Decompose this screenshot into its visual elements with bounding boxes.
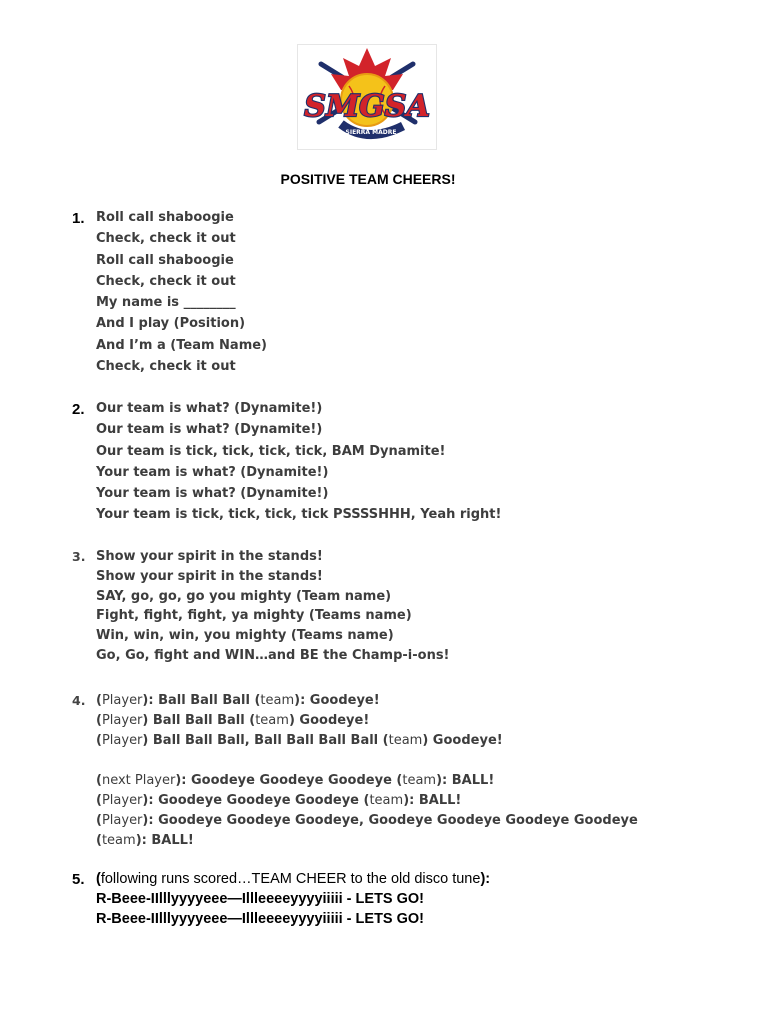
cheer-line: Roll call shaboogie bbox=[96, 210, 234, 225]
svg-text:SIERRA MADRE: SIERRA MADRE bbox=[345, 129, 397, 136]
cheer-line: (Player) Ball Ball Ball (team) Goodeye! bbox=[96, 713, 370, 728]
cheer-line: Fight, fight, fight, ya mighty (Teams name) bbox=[96, 608, 412, 624]
cheer-line: Your team is what? (Dynamite!) bbox=[96, 464, 329, 480]
cheer-line: My name is ________ bbox=[96, 295, 236, 311]
cheer-line: Your team is what? (Dynamite!) bbox=[96, 486, 329, 502]
cheer-line: (Player): Goodeye Goodeye Goodeye, Goodeye Goodeye Goodeye Goodeye bbox=[96, 813, 638, 828]
cheer-line: And I’m a (Team Name) bbox=[96, 337, 267, 353]
cheer-line: (Player) Ball Ball Ball, Ball Ball Ball Ball (team) Goodeye! bbox=[96, 733, 503, 748]
cheer-number: 1. bbox=[72, 210, 85, 227]
cheer-line: (Player): Goodeye Goodeye Goodeye (team): BALL! bbox=[96, 793, 462, 808]
cheer-line: Show your spirit in the stands! bbox=[96, 568, 323, 584]
cheer-line: (team): BALL! bbox=[96, 833, 194, 848]
cheer-line: Check, check it out bbox=[96, 231, 236, 247]
cheer-line: Go, Go, fight and WIN…and BE the Champ-i-ons! bbox=[96, 647, 450, 663]
cheer-line: Our team is what? (Dynamite!) bbox=[96, 422, 323, 438]
cheer-line: Win, win, win, you mighty (Teams name) bbox=[96, 628, 394, 644]
page-title: POSITIVE TEAM CHEERS! bbox=[280, 171, 456, 187]
cheer-line: Check, check it out bbox=[96, 273, 236, 289]
svg-text:SMGSA: SMGSA bbox=[304, 89, 430, 124]
cheer-line: R-Beee-IIlllyyyyeee—Illleeeeyyyyiiiii - LETS GO! bbox=[96, 911, 425, 927]
cheer-line: Our team is tick, tick, tick, tick, BAM Dynamite! bbox=[96, 443, 446, 459]
cheer-number: 5. bbox=[72, 871, 85, 888]
cheer-line: And I play (Position) bbox=[96, 316, 246, 332]
cheer-line: Roll call shaboogie bbox=[96, 252, 234, 268]
cheer-line: SAY, go, go, go you mighty (Team name) bbox=[96, 588, 392, 604]
cheer-line: Your team is tick, tick, tick, tick PSSSSHHH, Yeah right! bbox=[96, 507, 502, 523]
cheer-number: 4. bbox=[72, 693, 86, 708]
smgsa-logo bbox=[297, 44, 437, 150]
cheer-line: (next Player): Goodeye Goodeye Goodeye (team): BALL! bbox=[96, 773, 495, 788]
cheer-line: Check, check it out bbox=[96, 359, 236, 375]
blank-line bbox=[96, 753, 716, 773]
cheer-line: (Player): Ball Ball Ball (team): Goodeye! bbox=[96, 693, 380, 708]
cheer-number: 3. bbox=[72, 549, 86, 564]
cheer-line: Show your spirit in the stands! bbox=[96, 549, 323, 564]
cheer-line: R-Beee-IIlllyyyyeee—Illleeeeyyyyiiiii - LETS GO! bbox=[96, 891, 425, 907]
cheer-intro: (following runs scored…TEAM CHEER to the old disco tune): bbox=[96, 871, 491, 887]
cheer-line: Our team is what? (Dynamite!) bbox=[96, 401, 323, 416]
cheer-number: 2. bbox=[72, 401, 85, 418]
